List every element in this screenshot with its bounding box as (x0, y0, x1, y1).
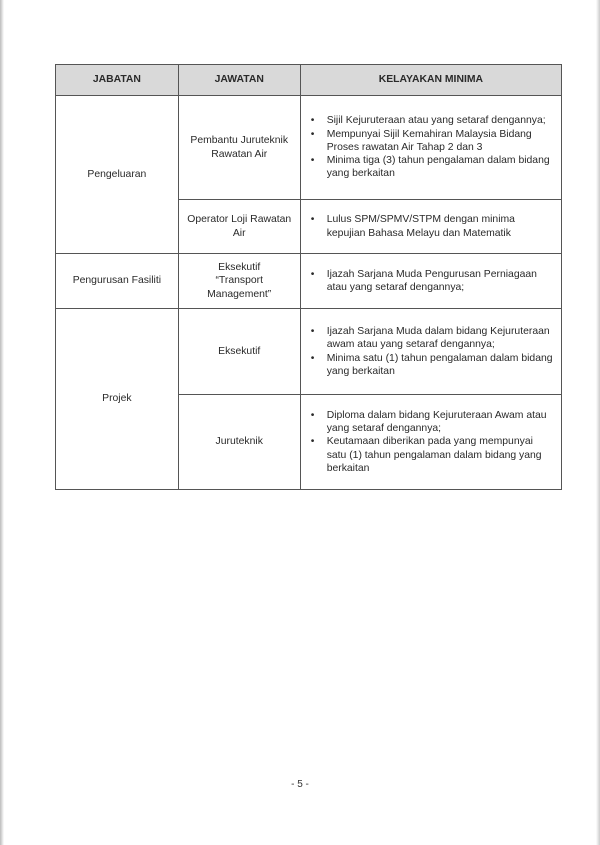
kelayakan-cell (300, 96, 561, 200)
table-header-row (56, 65, 562, 96)
kelayakan-cell (300, 309, 561, 395)
kelayakan-cell (300, 200, 561, 254)
list-item: • Lulus SPM/SPMV/STPM dengan minima kepujian Bahasa Melayu dan Matematik (327, 213, 555, 239)
page-edge-right (596, 0, 600, 845)
jawatan-cell: Eksekutif (178, 309, 300, 395)
jabatan-cell: Projek (56, 309, 179, 490)
list-item: • Ijazah Sarjana Muda dalam bidang Kejuruteraan awam atau yang setaraf dengannya; (327, 325, 555, 351)
table-row (56, 96, 562, 200)
list-item: • Sijil Kejuruteraan atau yang setaraf dengannya; (327, 114, 555, 127)
kelayakan-cell (300, 395, 561, 490)
list-item: • Ijazah Sarjana Muda Pengurusan Perniagaan atau yang setaraf dengannya; (327, 268, 555, 294)
table-row (56, 309, 562, 395)
kelayakan-cell (300, 254, 561, 309)
jabatan-cell: Pengeluaran (56, 96, 179, 254)
list-item: • Keutamaan diberikan pada yang mempunyai satu (1) tahun pengalaman dalam bidang yang berkaitan (327, 435, 555, 475)
jawatan-cell: Operator Loji Rawatan Air (178, 200, 300, 254)
page-number: - 5 - (291, 779, 309, 790)
jabatan-cell: Pengurusan Fasiliti (56, 254, 179, 309)
list-item: • Mempunyai Sijil Kemahiran Malaysia Bidang Proses rawatan Air Tahap 2 dan 3 (327, 128, 555, 154)
list-item: • Minima satu (1) tahun pengalaman dalam bidang yang berkaitan (327, 352, 555, 378)
list-item: • Minima tiga (3) tahun pengalaman dalam bidang yang berkaitan (327, 154, 555, 180)
jawatan-cell: Juruteknik (178, 395, 300, 490)
page-edge-left (0, 0, 4, 845)
jawatan-cell: Pembantu Juruteknik Rawatan Air (178, 96, 300, 200)
list-item: • Diploma dalam bidang Kejuruteraan Awam atau yang setaraf dengannya; (327, 409, 555, 435)
qualification-table (55, 64, 562, 490)
header-jawatan: JAWATAN (178, 65, 300, 96)
table-row (56, 254, 562, 309)
jawatan-cell: Eksekutif “Transport Management” (178, 254, 300, 309)
header-kelayakan: KELAYAKAN MINIMA (300, 65, 561, 96)
header-jabatan: JABATAN (56, 65, 179, 96)
